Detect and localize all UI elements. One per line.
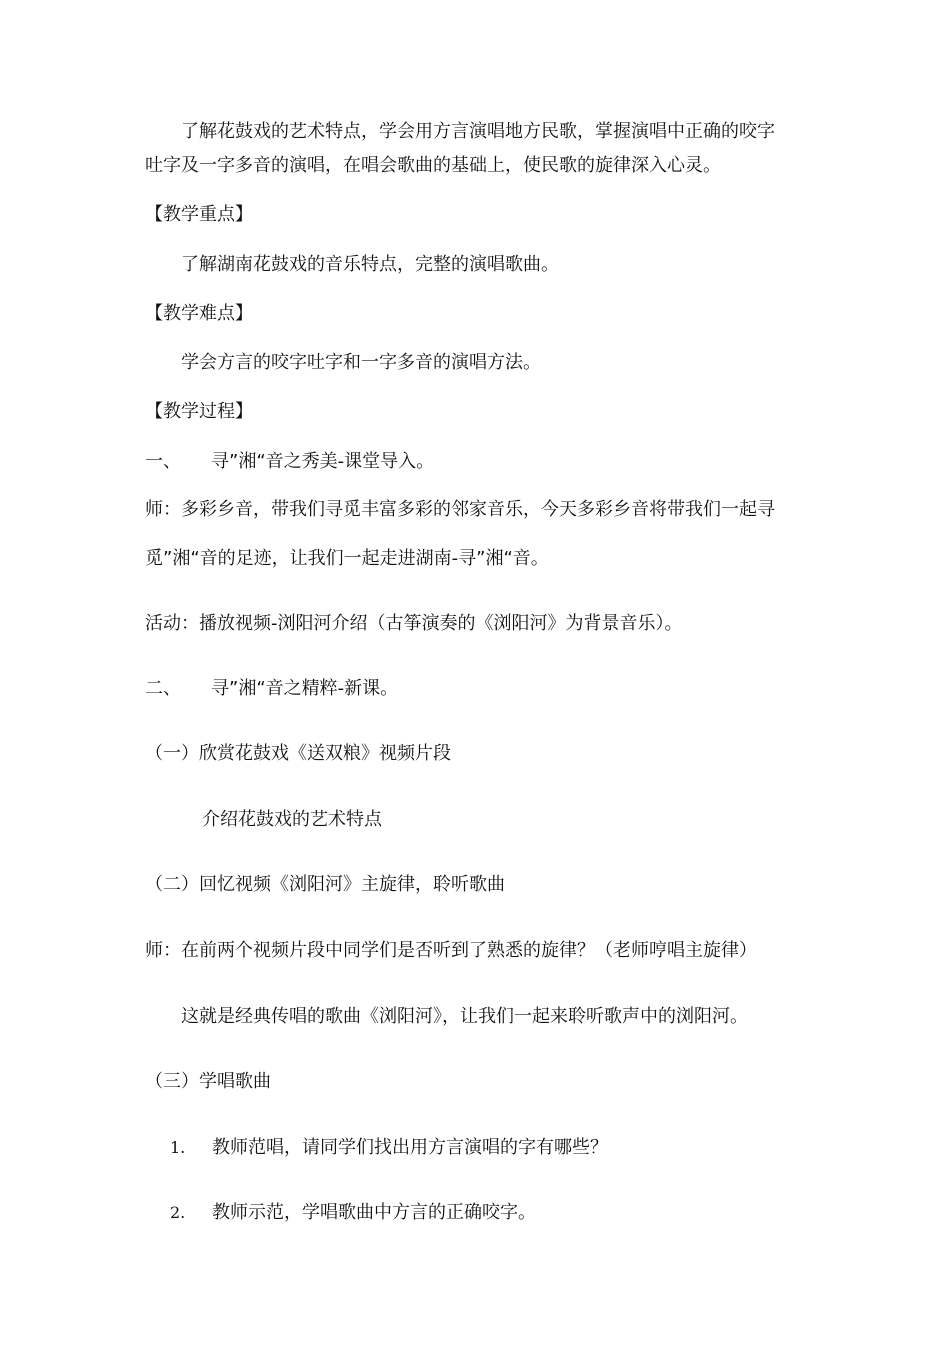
section-1-heading (145, 453, 434, 471)
list-item-number: 1. (170, 1138, 186, 1157)
list-item-text: 教师范唱，请同学们找出用方言演唱的字有哪些？ (212, 1137, 608, 1158)
section-2-title: 寻”湘“音之精粹-新课。 (211, 678, 399, 699)
key-points-text: 了解湖南花鼓戏的音乐特点，完整的演唱歌曲。 (181, 254, 559, 275)
section-2-heading (145, 680, 398, 698)
teacher-question: 师：在前两个视频片段中同学们是否听到了熟悉的旋律？（老师哼唱主旋律） (145, 940, 757, 961)
activity-line: 活动：播放视频-浏阳河介绍（古筝演奏的《浏阳河》为背景音乐）。 (145, 613, 683, 634)
section-1-number: 一、 (145, 451, 181, 472)
process-heading: 【教学过程】 (145, 401, 253, 422)
intro-paragraph-line-2: 吐字及一字多音的演唱，在唱会歌曲的基础上，使民歌的旋律深入心灵。 (145, 155, 721, 176)
difficulty-text: 学会方言的咬字吐字和一字多音的演唱方法。 (181, 352, 541, 373)
teacher-intro-line-1: 师：多彩乡音，带我们寻觅丰富多彩的邻家音乐，今天多彩乡音将带我们一起寻 (145, 499, 775, 520)
difficulty-heading: 【教学难点】 (145, 303, 253, 324)
subsection-1-heading: （一）欣赏花鼓戏《送双粮》视频片段 (145, 743, 451, 764)
section-1-title: 寻”湘“音之秀美-课堂导入。 (211, 451, 435, 472)
subsection-3-heading: （三）学唱歌曲 (145, 1071, 271, 1092)
list-item-number: 2. (170, 1203, 186, 1222)
section-2-number: 二、 (145, 678, 181, 699)
song-intro: 这就是经典传唱的歌曲《浏阳河》，让我们一起来聆听歌声中的浏阳河。 (181, 1006, 748, 1027)
intro-paragraph-line-1: 了解花鼓戏的艺术特点，学会用方言演唱地方民歌，掌握演唱中正确的咬字 (181, 121, 775, 142)
subsection-1-detail: 介绍花鼓戏的艺术特点 (202, 809, 382, 830)
subsection-2-heading: （二）回忆视频《浏阳河》主旋律，聆听歌曲 (145, 874, 505, 895)
key-points-heading: 【教学重点】 (145, 204, 253, 225)
teacher-intro-line-2: 觅”湘“音的足迹，让我们一起走进湖南-寻”湘“音。 (145, 548, 549, 569)
list-item-text: 教师示范，学唱歌曲中方言的正确咬字。 (212, 1202, 536, 1223)
